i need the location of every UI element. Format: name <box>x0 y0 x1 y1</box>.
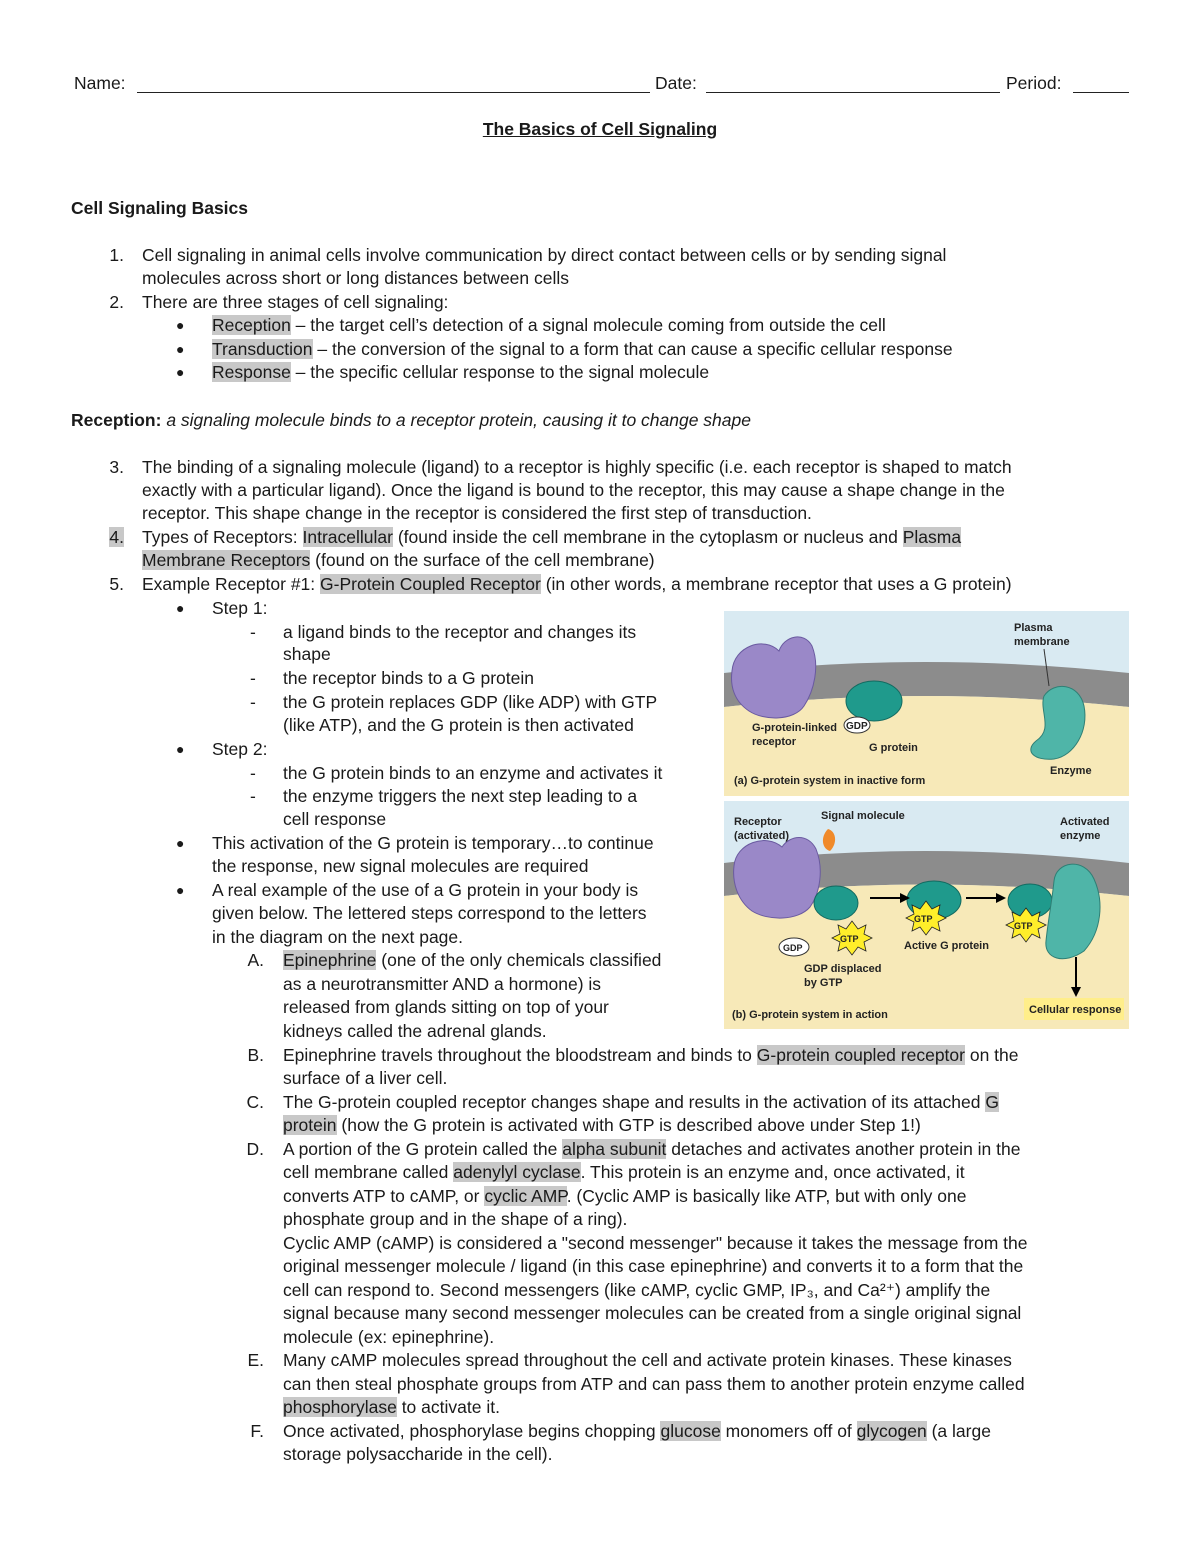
label-active-g-protein: Active G protein <box>904 940 989 952</box>
lettered-item: can then steal phosphate groups from ATP and can pass them to another protein enzyme called <box>283 1374 1025 1394</box>
sub-item: the G protein replaces GDP (like ADP) with GTP <box>283 692 658 712</box>
bullet-text: in the diagram on the next page. <box>212 927 464 947</box>
lettered-item: cell membrane called adenylyl cyclase. This protein is an enzyme and, once activated, it <box>283 1162 965 1182</box>
list-item-text: receptor. This shape change in the receptor is considered the first step of transduction. <box>142 503 812 523</box>
label-gtp-enzyme: GTP <box>1014 921 1033 931</box>
lettered-item: cell can respond to. Second messengers (like cAMP, cyclic GMP, IP₃, and Ca²⁺) amplify the <box>283 1280 991 1300</box>
step-label: Step 2: <box>212 739 268 759</box>
sub-item: the enzyme triggers the next step leading to a <box>283 786 638 806</box>
dash-icon: - <box>250 692 256 712</box>
lettered-item: Epinephrine (one of the only chemicals classified <box>283 950 662 970</box>
lettered-item: Once activated, phosphorylase begins chopping glucose monomers off of glycogen (a large <box>283 1421 991 1441</box>
bullet-icon: ● <box>176 882 185 898</box>
label-gdp-b: GDP <box>783 943 803 953</box>
sub-item: cell response <box>283 809 387 829</box>
lettered-item: original messenger molecule / ligand (in this case epinephrine) and converts it to a form that the <box>283 1256 1024 1276</box>
lettered-item: Many cAMP molecules spread throughout the cell and activate protein kinases. These kinases <box>283 1350 1012 1370</box>
label-g-protein-linked: G-protein-linked <box>752 722 837 734</box>
list-number: 1. <box>109 245 124 265</box>
bullet-icon: ● <box>176 364 185 380</box>
reception-text: a signaling molecule binds to a receptor protein, causing it to change shape <box>166 410 751 430</box>
bullet-icon: ● <box>176 835 185 851</box>
lettered-item: protein (how the G protein is activated with GTP is described above under Step 1!) <box>283 1115 921 1135</box>
caption-b: (b) G-protein system in action <box>732 1009 888 1021</box>
list-item-text: exactly with a particular ligand). Once the ligand is bound to the receptor, this may cause a shape change in the <box>142 480 1005 500</box>
letter-marker: D. <box>246 1139 264 1159</box>
label-gtp: GTP <box>840 934 859 944</box>
stage-item <box>212 361 709 385</box>
bullet-icon: ● <box>176 341 185 357</box>
label-plasma: Plasma <box>1014 622 1053 634</box>
highlight-term: Epinephrine <box>283 950 377 970</box>
list-item-text: Cell signaling in animal cells involve communication by direct contact between cells or by sending signal <box>142 245 947 265</box>
lettered-item: kidneys called the adrenal glands. <box>283 1021 547 1041</box>
stage-term: Response <box>212 362 291 382</box>
highlight-term: cyclic AMP <box>484 1186 567 1206</box>
list-number: 2. <box>109 292 124 312</box>
lettered-item: released from glands sitting on top of your <box>283 997 609 1017</box>
sub-item: a ligand binds to the receptor and changes its <box>283 622 637 642</box>
section-heading-basics: Cell Signaling Basics <box>71 198 248 218</box>
lettered-item: signal because many second messenger molecules can be created from a single original signal <box>283 1303 1022 1323</box>
list-number: 3. <box>109 457 124 477</box>
list-item-text: Membrane Receptors (found on the surface of the cell membrane) <box>142 550 655 570</box>
g-protein-figure <box>724 611 1129 1029</box>
label-activated: (activated) <box>734 830 790 842</box>
highlight-term: Intracellular <box>302 527 393 547</box>
lettered-item: phosphorylase to activate it. <box>283 1397 500 1417</box>
label-activated-enzyme-1: Activated <box>1060 816 1110 828</box>
reception-definition <box>71 409 751 433</box>
lettered-item: converts ATP to cAMP, or cyclic AMP. (Cyclic AMP is basically like ATP, but with only one <box>283 1186 967 1206</box>
date-label: Date: <box>655 73 697 93</box>
lettered-item: molecule (ex: epinephrine). <box>283 1327 495 1347</box>
letter-marker: F. <box>250 1421 264 1441</box>
step-label: Step 1: <box>212 598 268 618</box>
letter-marker: A. <box>247 950 264 970</box>
g-protein-bound <box>814 886 858 920</box>
label-receptor: receptor <box>752 736 797 748</box>
page-title: The Basics of Cell Signaling <box>482 119 718 139</box>
letter-marker: E. <box>247 1350 264 1370</box>
lettered-item: Epinephrine travels throughout the bloodstream and binds to G-protein coupled receptor on the <box>283 1045 1019 1065</box>
highlight-term: glycogen <box>856 1421 927 1441</box>
name-label: Name: <box>74 73 126 93</box>
stage-item <box>212 314 886 338</box>
list-number: 5. <box>109 574 124 594</box>
label-cellular-response: Cellular response <box>1029 1004 1122 1016</box>
letter-marker: B. <box>247 1045 264 1065</box>
lettered-item: storage polysaccharide in the cell). <box>283 1444 553 1464</box>
letter-marker: C. <box>246 1092 264 1112</box>
panel-b <box>724 801 1129 1029</box>
bullet-text: This activation of the G protein is temporary…to continue <box>212 833 654 853</box>
label-gdp-displaced: GDP displaced <box>804 963 882 975</box>
dash-icon: - <box>250 763 256 783</box>
reception-label: Reception: <box>71 410 162 430</box>
highlight-term: G-Protein Coupled Receptor <box>320 574 541 594</box>
highlight-term: protein <box>283 1115 337 1135</box>
list-item-text: There are three stages of cell signaling: <box>142 292 449 312</box>
lettered-item: Cyclic AMP (cAMP) is considered a "second messenger" because it takes the message from the <box>283 1233 1028 1253</box>
highlight-term: alpha subunit <box>562 1139 667 1159</box>
label-enzyme: Enzyme <box>1050 765 1092 777</box>
sub-item: shape <box>283 644 331 664</box>
receptor-activated-shape <box>734 838 821 919</box>
date-field[interactable] <box>706 92 1000 93</box>
lettered-item: surface of a liver cell. <box>283 1068 448 1088</box>
bullet-icon: ● <box>176 317 185 333</box>
list-item-text: molecules across short or long distances between cells <box>142 268 570 288</box>
highlight-term: Plasma <box>902 527 962 547</box>
highlight-term: glucose <box>660 1421 721 1441</box>
sub-item: the G protein binds to an enzyme and activates it <box>283 763 663 783</box>
period-field[interactable] <box>1073 92 1129 93</box>
lettered-item: as a neurotransmitter AND a hormone) is <box>283 974 602 994</box>
lettered-item: The G-protein coupled receptor changes shape and results in the activation of its attached G <box>283 1092 999 1112</box>
list-item-text: Types of Receptors: Intracellular (found inside the cell membrane in the cytoplasm or nucleus and Plasma <box>142 527 962 547</box>
label-signal-molecule: Signal molecule <box>821 810 905 822</box>
panel-a <box>724 611 1129 796</box>
label-gdp: GDP <box>846 721 868 732</box>
stage-term: Transduction <box>212 339 313 359</box>
receptor-shape <box>732 637 816 718</box>
sub-item: (like ATP), and the G protein is then activated <box>283 715 634 735</box>
highlight-term: G <box>985 1092 999 1112</box>
highlight-term: adenylyl cyclase <box>453 1162 581 1182</box>
list-item-text: The binding of a signaling molecule (ligand) to a receptor is highly specific (i.e. each receptor is shaped to match <box>142 457 1012 477</box>
stage-desc: – the specific cellular response to the signal molecule <box>290 362 710 382</box>
label-membrane: membrane <box>1014 636 1070 648</box>
dash-icon: - <box>250 668 256 688</box>
highlight-term: phosphorylase <box>283 1397 397 1417</box>
caption-a: (a) G-protein system in inactive form <box>734 775 926 787</box>
label-activated-enzyme-2: enzyme <box>1060 830 1101 842</box>
stage-term: Reception <box>212 315 291 335</box>
stage-desc: – the conversion of the signal to a form that can cause a specific cellular response <box>312 339 953 359</box>
bullet-icon: ● <box>176 600 185 616</box>
highlight-term: Membrane Receptors <box>142 550 311 570</box>
lettered-item: A portion of the G protein called the alpha subunit detaches and activates another protein in the <box>283 1139 1021 1159</box>
bullet-text: A real example of the use of a G protein in your body is <box>212 880 639 900</box>
stage-desc: – the target cell’s detection of a signal molecule coming from outside the cell <box>290 315 886 335</box>
lettered-item: phosphate group and in the shape of a ring). <box>283 1209 628 1229</box>
name-field[interactable] <box>137 92 650 93</box>
sub-item: the receptor binds to a G protein <box>283 668 534 688</box>
bullet-text: the response, new signal molecules are required <box>212 856 589 876</box>
label-receptor-b: Receptor <box>734 816 782 828</box>
stage-item <box>212 338 953 362</box>
bullet-text: given below. The lettered steps correspond to the letters <box>212 903 647 923</box>
list-item-text: Example Receptor #1: G-Protein Coupled Receptor (in other words, a membrane receptor that uses a G protein) <box>142 574 1012 594</box>
dash-icon: - <box>250 622 256 642</box>
label-g-protein: G protein <box>869 742 918 754</box>
highlight-term: G-protein coupled receptor <box>756 1045 965 1065</box>
bullet-icon: ● <box>176 741 185 757</box>
label-by-gtp: by GTP <box>804 977 843 989</box>
g-protein-shape <box>846 681 902 721</box>
period-label: Period: <box>1006 73 1062 93</box>
label-gtp-active: GTP <box>914 914 933 924</box>
dash-icon: - <box>250 786 256 806</box>
list-number: 4. <box>109 527 124 547</box>
